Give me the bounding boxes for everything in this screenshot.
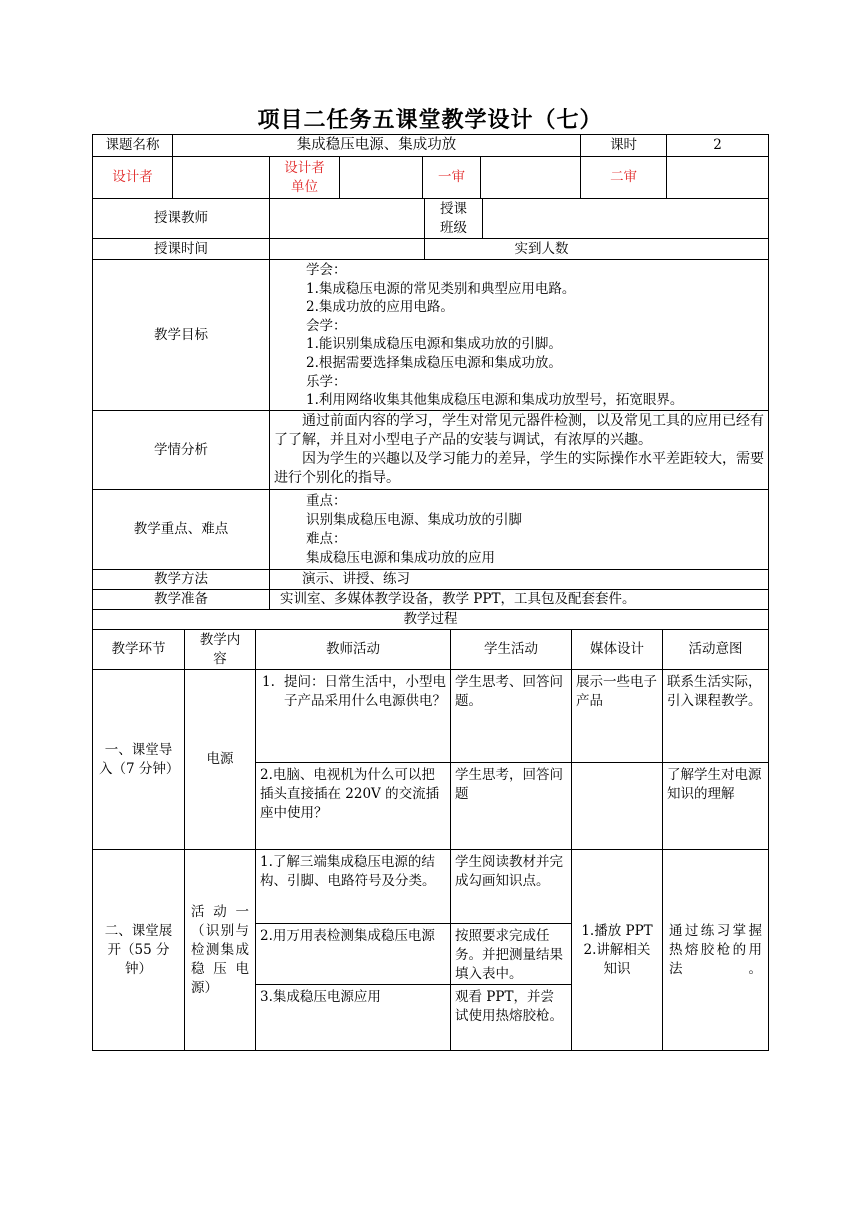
objectives-line: 1.集成稳压电源的常见类别和典型应用电路。: [306, 280, 576, 297]
stage1-row1-media: 展示一些电子产品: [572, 670, 663, 763]
stage1-row2-teacher: 2.电脑、电视机为什么可以把插头直接插在 220V 的交流插座中使用？: [256, 763, 451, 850]
attendance-label: [425, 239, 769, 260]
objectives-line: 乐学：: [306, 373, 347, 390]
prep-label: 教学准备: [93, 590, 270, 610]
analysis-paragraph-1: 通过前面内容的学习，学生对常见元器件检测，以及常见工具的应用已经有了了解，并且对小型电子产品的安装与调试，有浓厚的兴趣。: [274, 413, 764, 449]
designer-unit-label: 设计者单位: [270, 157, 340, 199]
stage2-row1-student: 学生阅读教材并完成勾画知识点。: [451, 850, 572, 924]
key-points-content: [270, 490, 769, 570]
analysis-paragraph-2: 因为学生的兴趣以及学习能力的差异，学生的实际操作水平差距较大，需要进行个别化的指导。: [274, 451, 764, 486]
objectives-line: 学会：: [306, 262, 347, 278]
stage2-row1-teacher: 1.了解三端集成稳压电源的结构、引脚、电路符号及分类。: [256, 850, 451, 924]
time-label: 授课时间: [93, 239, 270, 260]
stage1-row1-teacher-text: 提问：日常生活中，小型电子产品采用什么电源供电？: [284, 674, 446, 709]
class-value: [483, 199, 769, 239]
process-table: [92, 629, 769, 1051]
process-header-intent: 活动意图: [663, 630, 769, 670]
process-title: 教学过程: [93, 610, 769, 630]
method-label: 教学方法: [93, 570, 270, 590]
hours-label: 课时: [581, 135, 667, 157]
course-table: [92, 198, 769, 630]
stage2-row2-student: 按照要求完成任务。并把测量结果填入表中。: [451, 924, 572, 985]
key-points-line: 集成稳压电源和集成功放的应用: [306, 549, 495, 566]
key-points-label: 教学重点、难点: [93, 490, 270, 570]
designer-value: [173, 157, 270, 199]
stage1-row1-num: 1.: [262, 674, 275, 690]
analysis-label: 学情分析: [93, 411, 270, 490]
stage1-row2-intent: 了解学生对电源知识的理解: [663, 763, 769, 850]
objectives-content: [270, 260, 769, 411]
objectives-line: 会学：: [306, 317, 347, 334]
review1-label: 一审: [423, 157, 481, 199]
key-points-line: 重点：: [306, 492, 347, 509]
stage1-row1-intent: 联系生活实际，引入课程教学。: [663, 670, 769, 763]
stage2-row3-teacher: 3.集成稳压电源应用: [256, 985, 451, 1051]
objectives-line: 1.利用网络收集其他集成稳压电源和集成功放型号，拓宽眼界。: [306, 392, 684, 409]
stage1-content: 电源: [185, 670, 256, 850]
document-title: 项目二任务五课堂教学设计（七）: [257, 108, 603, 133]
stage2-content: 活动一（识别与检测集成稳压电源）: [185, 850, 256, 1051]
stage1-name: [93, 670, 185, 850]
stage1-row2-media: [572, 763, 663, 850]
stage2-media: 1.播放 PPT 2.讲解相关知识: [572, 850, 663, 1051]
process-header-stage: 教学环节: [93, 630, 185, 670]
analysis-content: [270, 411, 769, 490]
objectives-label: 教学目标: [93, 260, 270, 411]
designer-unit-value: [340, 157, 423, 199]
class-label: 授课班级: [425, 199, 483, 239]
process-header-content: 教学内容: [185, 630, 256, 670]
hours-value: 2: [667, 135, 769, 157]
review2-label: 二审: [581, 157, 667, 199]
review1-value: [481, 157, 581, 199]
process-header-teacher: 教师活动: [256, 630, 451, 670]
process-header-student: 学生活动: [451, 630, 572, 670]
teacher-value: [270, 199, 425, 239]
topic-value: 集成稳压电源、集成功放: [173, 135, 581, 157]
objectives-line: 2.集成功放的应用电路。: [306, 299, 454, 316]
stage1-row2-student: 学生思考，回答问题: [451, 763, 572, 850]
stage2-row2-teacher: 2.用万用表检测集成稳压电源: [256, 924, 451, 985]
stage2-name: 二、课堂展开（55 分钟）: [93, 850, 185, 1051]
key-points-line: 识别集成稳压电源、集成功放的引脚: [306, 511, 522, 528]
objectives-line: 2.根据需要选择集成稳压电源和集成功放。: [306, 354, 562, 371]
designer-label: 设计者: [93, 157, 173, 199]
stage1-row1-student: 学生思考、回答问题。: [451, 670, 572, 763]
stage2-row3-student: 观看 PPT，并尝试使用热熔胶枪。: [451, 985, 572, 1051]
prep-value: 实训室、多媒体教学设备，教学 PPT，工具包及配套套件。: [270, 590, 769, 610]
key-points-line: 难点：: [306, 530, 347, 547]
time-value: [270, 239, 425, 260]
objectives-line: 1.能识别集成稳压电源和集成功放的引脚。: [306, 336, 562, 353]
teacher-label: 授课教师: [93, 199, 270, 239]
topic-label: 课题名称: [93, 135, 173, 157]
process-header-media: 媒体设计: [572, 630, 663, 670]
info-table: [92, 134, 769, 199]
review2-value: [667, 157, 769, 199]
stage2-intent: 通过练习掌握热熔胶枪的用法。: [663, 850, 769, 1051]
attendance-label-text: 实到人数: [514, 240, 569, 257]
stage1-name-text: 一、课堂导入（7 分钟）: [99, 741, 180, 777]
method-value: 演示、讲授、练习: [270, 570, 769, 590]
stage1-row1-teacher: [256, 670, 451, 763]
